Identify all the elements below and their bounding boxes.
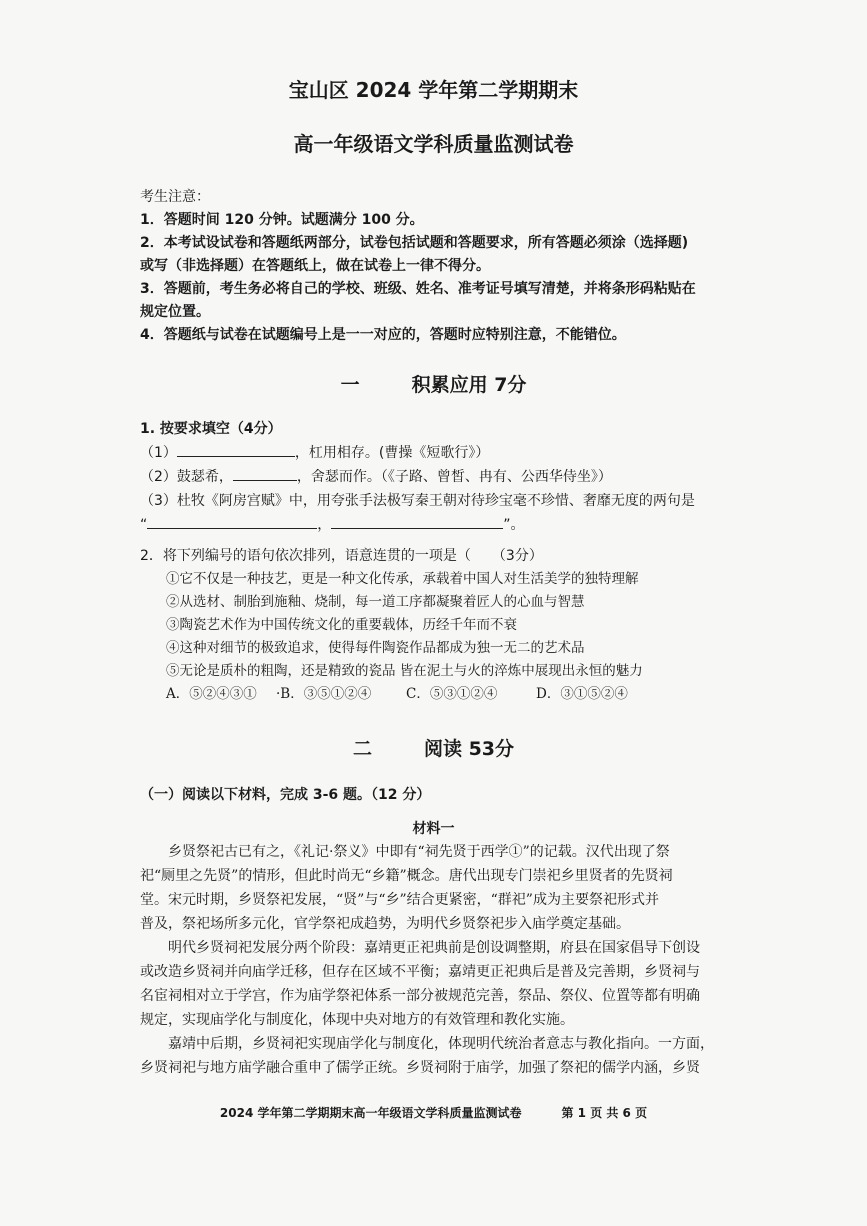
quote-close: ”。 bbox=[503, 517, 525, 533]
page-footer bbox=[0, 1104, 867, 1121]
section-heading-1 bbox=[0, 370, 867, 397]
option-a[interactable]: A．⑤②④③① bbox=[166, 686, 257, 702]
answer-blank[interactable] bbox=[147, 514, 317, 529]
section-heading-2 bbox=[0, 734, 867, 761]
question-2 bbox=[140, 544, 760, 706]
paragraph-line: 乡贤祭祀古已有之，《礼记·祭义》中即有“祠先贤于西学①”的记载。汉代出现了祭 bbox=[168, 844, 670, 860]
fill-item-2 bbox=[140, 465, 760, 489]
paragraph-line: 祀“厕里之先贤”的情形，但此时尚无“乡籍”概念。唐代出现专门崇祀乡里贤者的先贤祠 bbox=[140, 868, 673, 884]
section-number: 一 bbox=[340, 374, 360, 396]
section-number: 二 bbox=[352, 738, 372, 760]
paragraph-line: 嘉靖中后期，乡贤祠祀实现庙学化与制度化，体现明代统治者意志与教化指向。一方面， bbox=[168, 1036, 714, 1052]
exam-title-line2: 高一年级语文学科质量监测试卷 bbox=[293, 132, 574, 156]
option-c[interactable]: C．⑤③①②④ bbox=[406, 686, 498, 702]
candidate-notice bbox=[140, 186, 740, 347]
section-title: 积累应用 7分 bbox=[411, 374, 527, 396]
quote-open: “ bbox=[140, 517, 148, 533]
sentence-item: ⑤无论是质朴的粗陶，还是精致的瓷品 皆在泥土与火的淬炼中展现出永恒的魅力 bbox=[166, 663, 643, 679]
question-stem: 2．将下列编号的语句依次排列，语意连贯的一项是（ （3分） bbox=[140, 548, 543, 564]
sentence-item: ③陶瓷艺术作为中国传统文化的重要载体，历经千年而不衰 bbox=[166, 617, 517, 633]
paragraph-line: 普及，祭祀场所多元化，官学祭祀成趋势，为明代乡贤祭祀步入庙学奠定基础。 bbox=[140, 916, 630, 932]
answer-blank[interactable] bbox=[233, 466, 297, 481]
paragraph-line: 乡贤祠祀与地方庙学融合重申了儒学正统。乡贤祠附于庙学，加强了祭祀的儒学内涵，乡贤 bbox=[140, 1060, 700, 1076]
footer-exam-name: 2024 学年第二学期期末高一年级语文学科质量监测试卷 bbox=[219, 1106, 522, 1120]
paragraph-line: 规定，实现庙学化与制度化，体现中央对地方的有效管理和教化实施。 bbox=[140, 1012, 574, 1028]
paragraph-line: 堂。宋元时期，乡贤祭祀发展，“贤”与“乡”结合更紧密，“群祀”成为主要祭祀形式并 bbox=[140, 892, 659, 908]
answer-options bbox=[166, 683, 760, 706]
item-prefix: （1） bbox=[140, 445, 177, 461]
option-b[interactable]: ·B．③⑤①②④ bbox=[276, 686, 372, 702]
sentence-item: ①它不仅是一种技艺，更是一种文化传承，承载着中国人对生活美学的独特理解 bbox=[166, 571, 639, 587]
sentence-list bbox=[140, 568, 760, 706]
notice-line: 4．答题纸与试卷在试题编号上是一一对应的，答题时应特别注意，不能错位。 bbox=[140, 327, 626, 343]
notice-line: 2．本考试设试卷和答题纸两部分，试卷包括试题和答题要求，所有答题必须涂（选择题) bbox=[140, 235, 689, 251]
option-d[interactable]: D．③①⑤②④ bbox=[536, 686, 628, 702]
question-stem: 1. 按要求填空（4分） bbox=[140, 421, 282, 437]
blank-separator: ， bbox=[317, 517, 332, 533]
sentence-item: ②从选材、制胎到施釉、烧制，每一道工序都凝聚着匠人的心血与智慧 bbox=[166, 594, 585, 610]
item-suffix: ，杠用相存。(曹操《短歌行》） bbox=[294, 445, 490, 461]
exam-title-line1: 宝山区 2024 学年第二学期期末 bbox=[288, 78, 579, 102]
answer-blank[interactable] bbox=[331, 514, 503, 529]
notice-line: 或写（非选择题）在答题纸上，做在试卷上一律不得分。 bbox=[140, 258, 490, 274]
paragraph-line: 名宦祠相对立于学宫，作为庙学祭祀体系一部分被规范完善，祭品、祭仪、位置等都有明确 bbox=[140, 988, 700, 1004]
notice-line: 3．答题前，考生务必将自己的学校、班级、姓名、准考证号填写清楚，并将条形码粘贴在 bbox=[140, 281, 696, 297]
paragraph-line: 或改造乡贤祠并向庙学迁移，但存在区域不平衡；嘉靖更正祀典后是普及完善期，乡贤祠与 bbox=[140, 964, 700, 980]
notice-heading: 考生注意： bbox=[140, 189, 210, 205]
sentence-item: ④这种对细节的极致追求，使得每件陶瓷作品都成为独一无二的艺术品 bbox=[166, 640, 585, 656]
answer-blank[interactable] bbox=[177, 442, 295, 457]
material-title: 材料一 bbox=[412, 821, 455, 837]
item-prefix: （2）鼓瑟希， bbox=[140, 469, 233, 485]
paragraph-line: 明代乡贤祠祀发展分两个阶段：嘉靖更正祀典前是创设调整期，府县在国家倡导下创设 bbox=[168, 940, 700, 956]
item-suffix: ，舍瑟而作。（《子路、曾皙、冉有、公西华侍坐》） bbox=[296, 469, 612, 485]
footer-page-number: 第 1 页 共 6 页 bbox=[561, 1106, 648, 1120]
material-body bbox=[140, 840, 740, 1080]
reading-heading: （一）阅读以下材料，完成 3-6 题。（12 分） bbox=[140, 787, 431, 803]
fill-item-3-blanks bbox=[140, 513, 760, 537]
fill-item-1 bbox=[140, 441, 760, 465]
section-title: 阅读 53分 bbox=[423, 738, 515, 760]
question-1 bbox=[140, 417, 760, 537]
notice-line: 1．答题时间 120 分钟。试题满分 100 分。 bbox=[140, 212, 424, 228]
notice-line: 规定位置。 bbox=[140, 304, 210, 320]
fill-item-3: （3）杜牧《阿房宫赋》中，用夸张手法极写秦王朝对待珍宝毫不珍惜、奢靡无度的两句是 bbox=[140, 493, 695, 509]
